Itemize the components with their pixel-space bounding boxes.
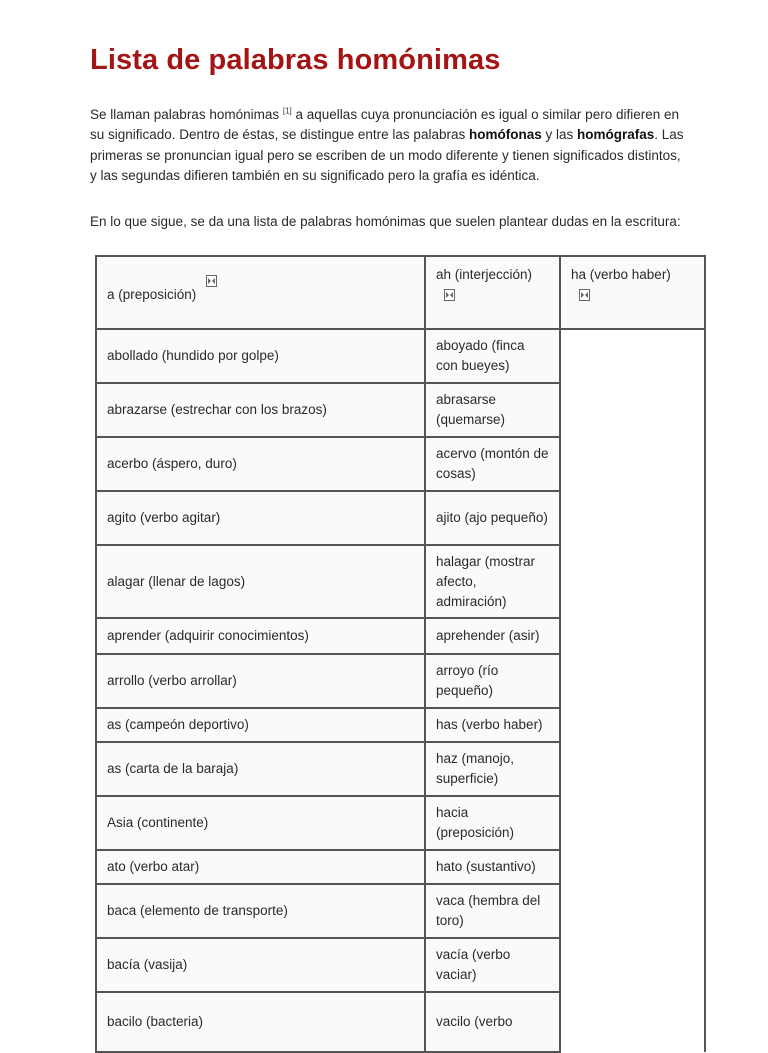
table-cell-word: arrollo (verbo arrollar) <box>96 654 425 708</box>
table-cell-homonym: vacilo (verbo <box>425 992 560 1052</box>
table-cell-word: bacilo (bacteria) <box>96 992 425 1052</box>
table-header-cell <box>96 256 425 329</box>
table-cell-homonym: aboyado (finca con bueyes) <box>425 329 560 383</box>
table-row <box>96 329 705 383</box>
table-cell-word: alagar (llenar de lagos) <box>96 545 425 618</box>
intro-text-4: . Las primeras se pronuncian igual pero se escriben de un modo diferente y tienen significados distintos, y las segundas difieren también en su significado pero la grafía es idéntica. <box>90 127 684 183</box>
intro-paragraph <box>90 105 685 186</box>
broken-image-icon <box>444 289 455 301</box>
table-cell-word: Asia (continente) <box>96 796 425 850</box>
table-cell-word: baca (elemento de transporte) <box>96 884 425 938</box>
table-cell-word: ato (verbo atar) <box>96 850 425 884</box>
table-cell-word: agito (verbo agitar) <box>96 491 425 545</box>
homonyms-table <box>95 255 706 1053</box>
table-header-cell <box>560 256 705 329</box>
intro-text-1: Se llaman palabras homónimas <box>90 107 283 122</box>
table-cell-homonym: hacia (preposición) <box>425 796 560 850</box>
table-cell-homonym: vacía (verbo vaciar) <box>425 938 560 992</box>
table-cell-homonym: haz (manojo, superficie) <box>425 742 560 796</box>
intro-text-3: y las <box>541 127 577 143</box>
table-cell-word: abollado (hundido por golpe) <box>96 329 425 383</box>
header-label-2: ah (interjección) <box>436 267 533 282</box>
page-title: Lista de palabras homónimas <box>90 44 501 76</box>
table-cell-homonym: ajito (ajo pequeño) <box>425 491 560 545</box>
table-cell-homonym: vaca (hembra del toro) <box>425 884 560 938</box>
table-cell-homonym: abrasarse (quemarse) <box>425 383 560 437</box>
table-cell-word: bacía (vasija) <box>96 938 425 992</box>
term-homografas: homógrafas <box>577 127 655 143</box>
broken-image-icon <box>579 289 590 301</box>
table-cell-word: aprender (adquirir conocimientos) <box>96 618 425 654</box>
table-cell-homonym: halagar (mostrar afecto, admiración) <box>425 545 560 618</box>
footnote-reference[interactable]: [1] <box>282 106 292 116</box>
header-label-1: a (preposición) <box>107 286 197 302</box>
lead-paragraph: En lo que sigue, se da una lista de palabras homónimas que suelen plantear dudas en la escritura: <box>90 214 681 229</box>
table-cell-homonym: arroyo (río pequeño) <box>425 654 560 708</box>
table-header-cell <box>425 256 560 329</box>
term-homofonas: homófonas <box>468 127 542 143</box>
table-cell-word: acerbo (áspero, duro) <box>96 437 425 491</box>
table-cell-homonym: has (verbo haber) <box>425 708 560 742</box>
broken-image-icon <box>206 275 217 287</box>
table-header-row <box>96 256 705 329</box>
table-cell-homonym: aprehender (asir) <box>425 618 560 654</box>
header-label-3: ha (verbo haber) <box>571 267 671 282</box>
intro-text-2: a aquellas cuya pronunciación es igual o similar pero difieren en su significado. Dentro de éstas, se distingue entre las palabras <box>90 107 679 143</box>
table-cell-word: abrazarse (estrechar con los brazos) <box>96 383 425 437</box>
table-cell-homonym: hato (sustantivo) <box>425 850 560 884</box>
table-cell-empty <box>560 329 705 1052</box>
table-cell-homonym: acervo (montón de cosas) <box>425 437 560 491</box>
table-cell-word: as (carta de la baraja) <box>96 742 425 796</box>
table-cell-word: as (campeón deportivo) <box>96 708 425 742</box>
